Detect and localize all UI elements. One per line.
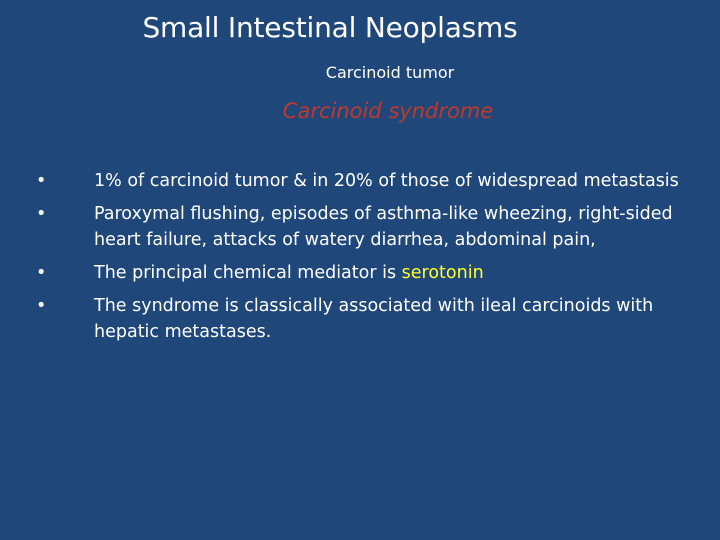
- bullet-dot-icon: •: [36, 263, 47, 283]
- slide-subtitle-text: Carcinoid tumor: [325, 63, 455, 82]
- bullet-dot-icon: •: [36, 171, 47, 191]
- slide-title: [0, 10, 720, 46]
- bullet-item: [36, 293, 716, 345]
- slide-title-text: Small Intestinal Neoplasms: [142, 11, 518, 44]
- bullet-item: [36, 260, 716, 286]
- bullet-text-lead: The principal chemical mediator is: [94, 263, 402, 283]
- highlighted-term: serotonin: [401, 263, 484, 283]
- section-heading: [0, 97, 720, 125]
- bullet-text: The syndrome is classically associated with ileal carcinoids with hepatic metastases.: [94, 296, 654, 342]
- bullet-item: [36, 168, 716, 194]
- bullet-dot-icon: •: [36, 296, 47, 316]
- section-heading-text: Carcinoid syndrome: [282, 99, 494, 123]
- bullet-dot-icon: •: [36, 204, 47, 224]
- bullet-text: 1% of carcinoid tumor & in 20% of those of widespread metastasis: [94, 171, 679, 191]
- bullet-text: [94, 260, 716, 286]
- slide-subtitle: [0, 62, 720, 84]
- bullet-text: Paroxymal flushing, episodes of asthma-like wheezing, right-sided heart failure, attacks of watery diarrhea, abdominal pain,: [94, 204, 673, 250]
- bullet-list: [36, 168, 716, 352]
- bullet-item: [36, 201, 716, 253]
